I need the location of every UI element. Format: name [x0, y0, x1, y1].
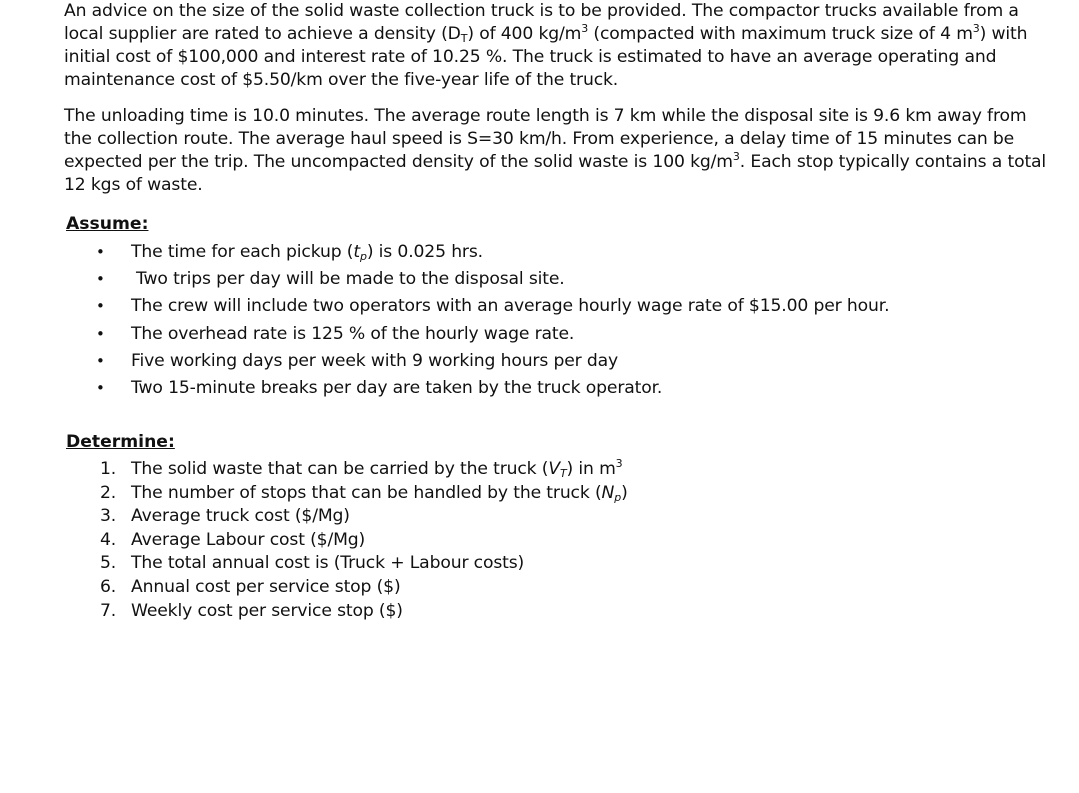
assume-heading: Assume: — [66, 214, 149, 234]
variable: V — [548, 459, 560, 479]
list-item-text: The total annual cost is (Truck + Labour costs) — [131, 553, 525, 574]
list-number: 1. — [100, 459, 117, 479]
determine-heading: Determine: — [66, 432, 175, 452]
list-number: 4. — [100, 529, 117, 550]
list-number: 3. — [100, 506, 117, 527]
text-span: ) — [621, 482, 628, 503]
list-item-text: Average Labour cost ($/Mg) — [131, 529, 366, 550]
variable: t — [353, 242, 360, 262]
list-number: 2. — [100, 482, 117, 503]
intro-paragraph-1 — [64, 0, 1054, 92]
list-item-text — [131, 458, 623, 481]
bullet-marker: • — [96, 270, 105, 289]
text-span: The solid waste that can be carried by the truck ( — [131, 459, 549, 479]
intro-text: . Each stop typically contains a total 12 kgs of waste. — [64, 152, 1047, 195]
list-item-text: Annual cost per service stop ($) — [131, 576, 401, 597]
bullet-marker: • — [96, 297, 105, 316]
superscript: 3 — [732, 150, 740, 163]
text-span: ) is 0.025 hrs. — [366, 242, 483, 262]
list-number: 5. — [100, 553, 117, 574]
intro-text: The unloading time is 10.0 minutes. The average route length is 7 km while the disposal site is 9.6 km away from the collection route. The average haul speed is S=30 km/h. From experience, a delay time of 15 minutes can be expected per the trip. The uncompacted density of the solid waste is 100 kg/m — [64, 106, 1027, 172]
intro-text: ) of 400 kg/m — [467, 24, 582, 44]
text-span: The number of stops that can be handled by the truck ( — [131, 482, 602, 503]
list-item-text: Weekly cost per service stop ($) — [131, 600, 403, 621]
intro-text: An advice on the size of the solid waste collection truck is to be provided. The compactor trucks available from a local supplier are rated to achieve a density (D — [64, 1, 1019, 44]
list-item-text — [131, 482, 628, 505]
variable: N — [601, 482, 615, 503]
superscript: 3 — [581, 22, 589, 35]
list-item-text: The crew will include two operators with an average hourly wage rate of $15.00 per hour. — [131, 296, 890, 317]
bullet-marker: • — [96, 324, 105, 343]
list-number: 6. — [100, 576, 117, 597]
text-span: The time for each pickup ( — [131, 242, 354, 262]
list-number: 7. — [100, 600, 117, 621]
bullet-marker: • — [96, 243, 105, 261]
superscript: 3 — [972, 22, 980, 35]
list-item-text: Two 15-minute breaks per day are taken by the truck operator. — [131, 377, 663, 398]
intro-paragraph-2 — [64, 105, 1054, 197]
variable-subscript: p — [614, 490, 622, 504]
list-item-text: Two trips per day will be made to the disposal site. — [136, 269, 565, 290]
bullet-marker: • — [96, 378, 105, 397]
list-item-text: Five working days per week with 9 working hours per day — [131, 350, 619, 371]
intro-text: ) with initial cost of $100,000 and interest rate of 10.25 %. The truck is estimated to have an average operating and maintenance cost of $5.50/km over the five-year life of the truck. — [64, 24, 1028, 90]
text-span: ) in m — [566, 459, 616, 479]
variable-subscript: T — [559, 467, 567, 480]
density-subscript: T — [460, 32, 468, 45]
bullet-marker: • — [96, 351, 105, 370]
list-item-text: The overhead rate is 125 % of the hourly wage rate. — [131, 323, 575, 344]
list-item-text — [131, 239, 483, 266]
list-item-text: Average truck cost ($/Mg) — [131, 506, 350, 527]
variable-subscript: p — [359, 250, 367, 263]
intro-text: (compacted with maximum truck size of 4 m — [588, 24, 973, 44]
superscript: 3 — [615, 457, 623, 470]
